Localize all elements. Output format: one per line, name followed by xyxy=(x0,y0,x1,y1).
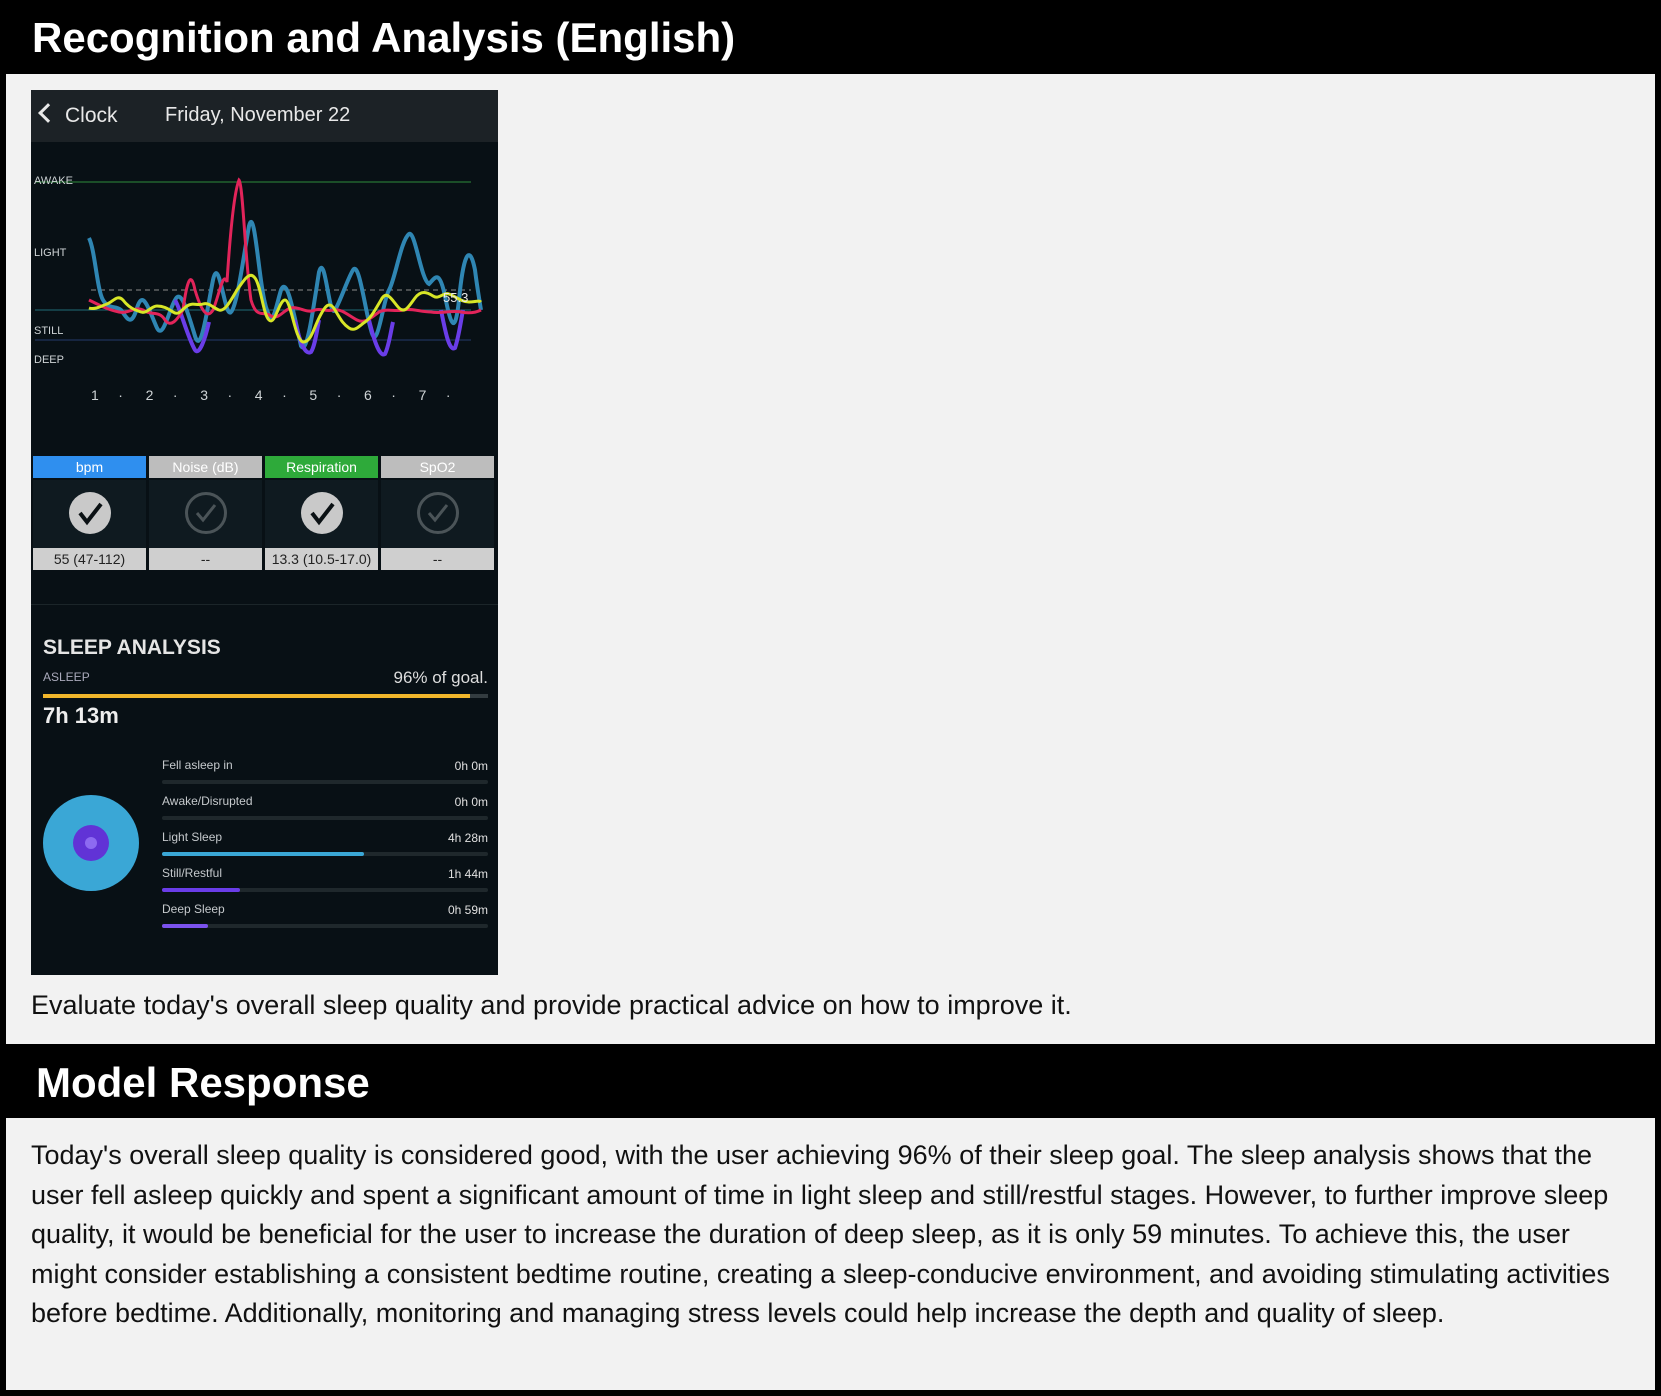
sleep-analysis-title: SLEEP ANALYSIS xyxy=(43,636,221,659)
stage-bar xyxy=(162,852,488,856)
hour-tick-dot: · xyxy=(227,387,233,403)
goal-text: 96% of goal. xyxy=(393,668,488,687)
donut-inner xyxy=(73,825,109,861)
response-text: Today's overall sleep quality is considered good, with the user achieving 96% of their sleep goal. The sleep analysis shows that the user fell asleep quickly and spent a significant amount of time in light sleep and still/restful stages. However, to further improve sleep quality, it would be beneficial for the user to increase the duration of deep sleep, as it is only 59 minutes. To achieve this, the user might consider establishing a consistent bedtime routine, creating a sleep-conducive environment, and avoiding stimulating activities before bedtime. Additionally, monitoring and managing stress levels could help increase the depth and quality of sleep. xyxy=(31,1140,1610,1329)
stage-value: 0h 0m xyxy=(454,759,488,773)
metric-tile[interactable] xyxy=(33,480,146,548)
chevron-left-icon xyxy=(38,103,58,123)
stage-value: 0h 0m xyxy=(454,795,488,809)
metric-tile[interactable] xyxy=(265,480,378,548)
sleep-stage-row xyxy=(162,794,488,830)
sleep-stage-row xyxy=(162,866,488,902)
sleep-duration: 7h 13m xyxy=(43,703,119,728)
heart-rate-curve xyxy=(89,180,481,323)
level-label-deep: DEEP xyxy=(34,354,64,366)
movement-curve xyxy=(89,222,481,348)
metric-tile[interactable] xyxy=(381,480,494,548)
stage-value: 4h 28m xyxy=(447,831,488,845)
hour-tick-dot: · xyxy=(445,387,451,403)
date-title: Friday, November 22 xyxy=(165,104,351,126)
asleep-label: ASLEEP xyxy=(43,670,90,684)
hour-tick-dot: · xyxy=(172,387,178,403)
stage-label: Deep Sleep xyxy=(162,902,225,916)
response-panel xyxy=(6,1118,1655,1390)
question-panel xyxy=(6,74,1655,1044)
metric-tab[interactable]: Noise (dB) xyxy=(149,456,262,478)
stage-value: 1h 44m xyxy=(447,867,488,881)
hour-tick-label: 4 xyxy=(254,387,263,403)
checkmark-icon xyxy=(417,492,459,534)
stage-bar-fill xyxy=(162,924,208,928)
level-label-awake: AWAKE xyxy=(34,175,73,187)
stage-bar xyxy=(162,816,488,820)
metric-tab[interactable]: SpO2 xyxy=(381,456,494,478)
back-button[interactable] xyxy=(41,104,118,128)
hour-tick-label: 5 xyxy=(309,387,318,403)
checkmark-icon xyxy=(301,492,343,534)
hour-tick-label: 7 xyxy=(418,387,427,403)
sleep-donut-chart xyxy=(43,795,139,891)
stage-label: Fell asleep in xyxy=(162,758,233,772)
checkmark-icon xyxy=(69,492,111,534)
sleep-stage-row xyxy=(162,830,488,866)
sleep-stage-row xyxy=(162,758,488,794)
stage-label: Awake/Disrupted xyxy=(162,794,253,808)
hour-tick-dot: · xyxy=(118,387,123,403)
metric-value: 13.3 (10.5-17.0) xyxy=(265,548,378,570)
stage-label: Light Sleep xyxy=(162,830,223,844)
section-divider xyxy=(31,604,498,605)
metric-tab[interactable]: bpm xyxy=(33,456,146,478)
metric-tab[interactable]: Respiration xyxy=(265,456,378,478)
stage-bar-fill xyxy=(162,852,364,856)
level-label-still: STILL xyxy=(34,325,64,337)
hour-tick-dot: · xyxy=(336,387,342,403)
response-header xyxy=(0,1044,1661,1116)
response-title: Model Response xyxy=(36,1059,370,1106)
stage-bar xyxy=(162,780,488,784)
back-label: Clock xyxy=(65,104,118,127)
hour-tick-label: 1 xyxy=(91,387,99,403)
stage-value: 0h 59m xyxy=(447,903,488,917)
checkmark-icon xyxy=(185,492,227,534)
hour-tick-dot: · xyxy=(391,387,396,403)
hour-tick-dot: · xyxy=(282,387,287,403)
metric-tile[interactable] xyxy=(149,480,262,548)
metric-value: -- xyxy=(381,548,494,570)
metric-value: 55 (47-112) xyxy=(33,548,146,570)
stage-bar xyxy=(162,888,488,892)
current-value-label: 55.3 xyxy=(443,290,469,305)
stage-bar-fill xyxy=(162,888,240,892)
hour-tick-label: 2 xyxy=(145,387,154,403)
stage-label: Still/Restful xyxy=(162,866,223,880)
level-label-light: LIGHT xyxy=(34,247,67,259)
goal-progress-fill xyxy=(43,694,470,698)
donut-center xyxy=(85,837,97,849)
stage-bar xyxy=(162,924,488,928)
prompt-text: Evaluate today's overall sleep quality and provide practical advice on how to improve it. xyxy=(31,990,1072,1020)
section-title: Recognition and Analysis (English) xyxy=(32,14,736,61)
metric-value: -- xyxy=(149,548,262,570)
sleep-chart xyxy=(31,160,498,410)
phone-screenshot xyxy=(31,90,498,975)
goal-progress-bar xyxy=(43,694,488,698)
sleep-stage-row xyxy=(162,902,488,938)
nav-bar xyxy=(31,90,498,142)
hour-tick-label: 3 xyxy=(200,387,208,403)
section-header xyxy=(0,0,1661,74)
hour-tick-label: 6 xyxy=(364,387,372,403)
